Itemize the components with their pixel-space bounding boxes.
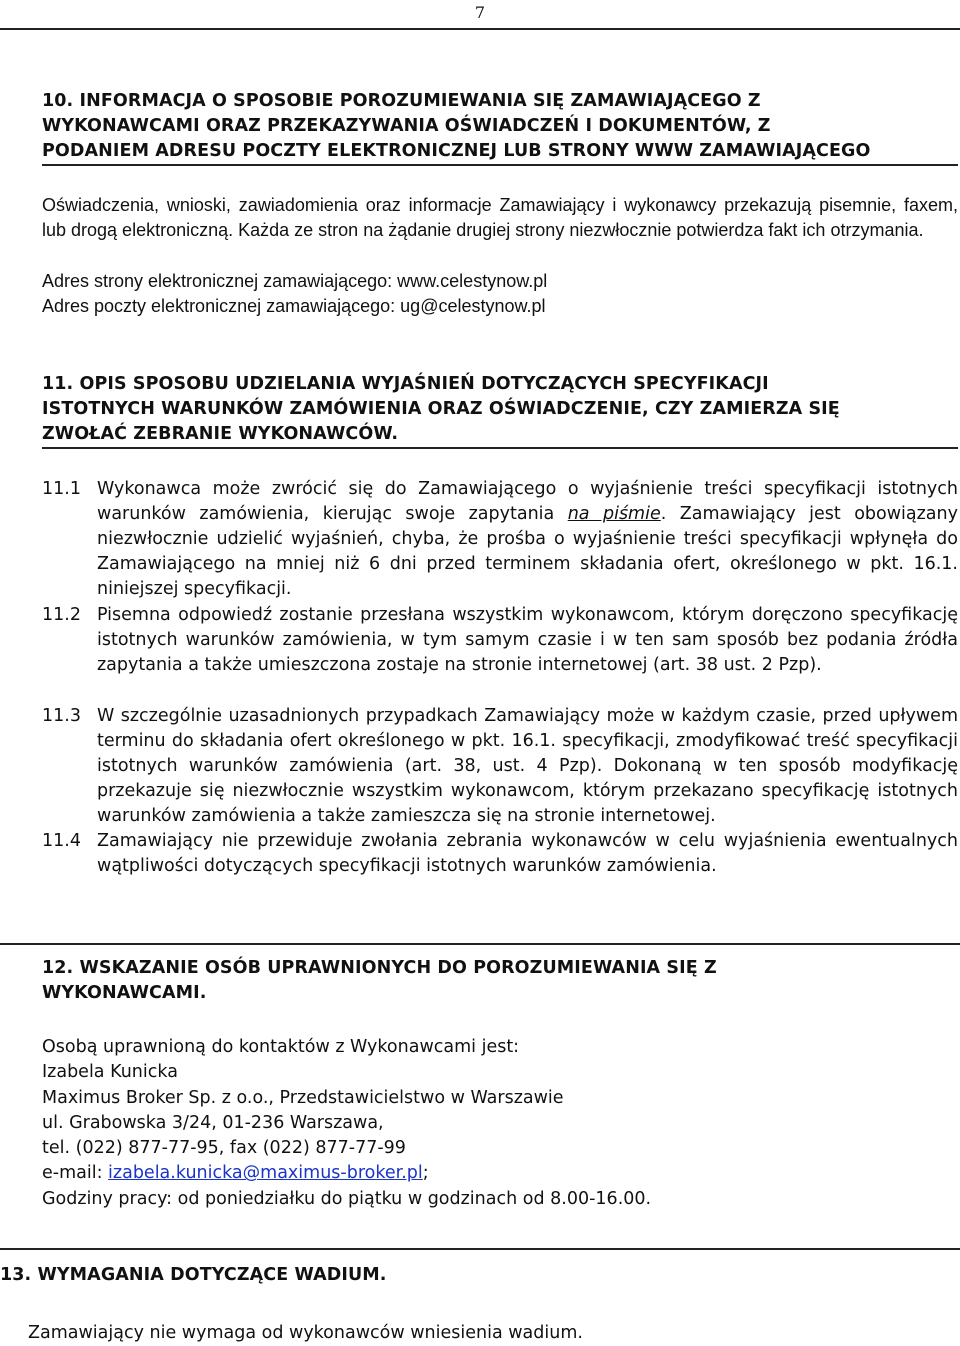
contact-address: ul. Grabowska 3/24, 01-236 Warszawa, xyxy=(42,1112,384,1133)
item-text xyxy=(97,477,958,602)
emphasis-text: na piśmie xyxy=(567,504,661,524)
item-number: 11.2 xyxy=(42,605,81,625)
contact-email-line xyxy=(42,1161,958,1186)
item-text: Pisemna odpowiedź zostanie przesłana wszystkim wykonawcom, którym doręczono specyfikację istotnych warunków zamówienia, w tym samym czasie i w ten sam sposób bez podania źródła zapytania a także umieszczona zostaje na stronie internetowej (art. 38 ust. 2 Pzp). xyxy=(97,605,958,675)
section-10-rule xyxy=(42,164,958,166)
email-suffix: ; xyxy=(422,1163,429,1184)
contact-company: Maximus Broker Sp. z o.o., Przedstawicielstwo w Warszawie xyxy=(42,1087,564,1108)
website-address: Adres strony elektronicznej zamawiającego: www.celestynow.pl xyxy=(42,271,548,291)
item-text: W szczególnie uzasadnionych przypadkach Zamawiający może w każdym czasie, przed upływem terminu do składania ofert określonego w pkt. 16.1. specyfikacji, zmodyfikować treść specyfikacji istotnych warunków zamówienia (art. 38, ust. 4 Pzp). Dokonaną w ten sposób modyfikację przekazuje się niezwłocznie wszystkim wykonawcom, którym przekazano specyfikację istotnych warunków zamówienia a także zamieszcza się na stronie internetowej. xyxy=(97,706,958,826)
contact-block xyxy=(42,1035,958,1212)
section-13-text: Zamawiający nie wymaga od wykonawców wniesienia wadium. xyxy=(28,1323,583,1343)
section-12-heading xyxy=(42,956,958,1006)
email-address: Adres poczty elektronicznej zamawiającego: ug@celestynow.pl xyxy=(42,296,546,316)
heading-line: ZWOŁAĆ ZEBRANIE WYKONAWCÓW. xyxy=(42,424,399,444)
section-10-heading xyxy=(42,89,958,164)
section-10-paragraph: Oświadczenia, wnioski, zawiadomienia oraz informacje Zamawiający i wykonawcy przekazują pisemnie, faxem, lub drogą elektroniczną. Każda ze stron na żądanie drugiej strony niezwłocznie potwierdza fakt ich otrzymania. xyxy=(42,195,958,240)
heading-line: PODANIEM ADRESU POCZTY ELEKTRONICZNEJ LUB STRONY WWW ZAMAWIAJĄCEGO xyxy=(42,141,871,161)
email-label: e-mail: xyxy=(42,1163,109,1184)
heading-line: 10. INFORMACJA O SPOSOBIE POROZUMIEWANIA SIĘ ZAMAWIAJĄCEGO Z xyxy=(42,91,761,111)
section-13-top-rule xyxy=(0,1248,960,1250)
section-11-rule xyxy=(42,447,958,449)
item-number: 11.1 xyxy=(42,479,81,499)
list-item xyxy=(42,603,958,678)
section-13-heading: 13. WYMAGANIA DOTYCZĄCE WADIUM. xyxy=(0,1265,387,1285)
list-item xyxy=(42,704,958,829)
item-number: 11.4 xyxy=(42,831,81,851)
contact-hours: Godziny pracy: od poniedziałku do piątku w godzinach od 8.00-16.00. xyxy=(42,1188,652,1209)
section-11-heading xyxy=(42,372,958,447)
heading-line: ISTOTNYCH WARUNKÓW ZAMÓWIENIA ORAZ OŚWIADCZENIE, CZY ZAMIERZA SIĘ xyxy=(42,399,840,419)
heading-line: WYKONAWCAMI ORAZ PRZEKAZYWANIA OŚWIADCZEŃ I DOKUMENTÓW, Z xyxy=(42,116,771,136)
contact-name: Izabela Kunicka xyxy=(42,1062,178,1083)
contact-intro: Osobą uprawnioną do kontaktów z Wykonawcami jest: xyxy=(42,1037,520,1057)
page-number: 7 xyxy=(474,3,486,22)
contact-phone: tel. (022) 877-77-95, fax (022) 877-77-99 xyxy=(42,1138,406,1159)
item-text-part: Wykonawca może zwrócić się do Zamawiającego o wyjaśnienie treści specyfikacji istotnych warunków zamówienia, kierując swoje zapytania xyxy=(97,479,958,524)
list-item xyxy=(42,477,958,602)
heading-line: 12. WSKAZANIE OSÓB UPRAWNIONYCH DO POROZUMIEWANIA SIĘ Z xyxy=(42,958,717,978)
list-item xyxy=(42,829,958,879)
heading-line: 11. OPIS SPOSOBU UDZIELANIA WYJAŚNIEŃ DOTYCZĄCYCH SPECYFIKACJI xyxy=(42,374,769,394)
item-text: Zamawiający nie przewiduje zwołania zebrania wykonawców w celu wyjaśnienia ewentualnych wątpliwości dotyczących specyfikacji istotnych warunków zamówienia. xyxy=(97,831,958,876)
email-link[interactable]: izabela.kunicka@maximus-broker.pl xyxy=(108,1163,423,1184)
item-text-part: . Zamawiający jest obowiązany niezwłocznie udzielić wyjaśnień, chyba, że prośba o wyjaśnienie treści specyfikacji wpłynęła do Zamawiającego na mniej niż 6 dni przed terminem składania ofert, określonego w pkt. 16.1. niniejszej specyfikacji. xyxy=(97,504,958,599)
item-number: 11.3 xyxy=(42,706,81,726)
top-divider xyxy=(0,28,960,30)
section-12-top-rule xyxy=(0,943,960,945)
heading-line: WYKONAWCAMI. xyxy=(42,983,207,1003)
